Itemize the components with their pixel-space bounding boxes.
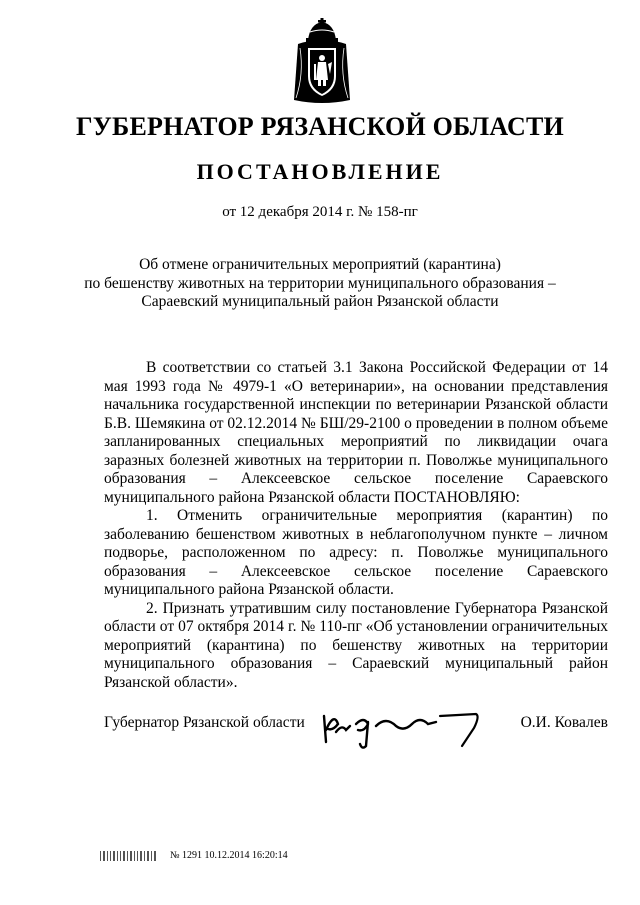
document-body	[104, 359, 608, 692]
subject-line: по бешенству животных на территории муниципального образования –	[84, 274, 556, 292]
handwritten-signature	[316, 702, 496, 750]
signatory-name: О.И. Ковалев	[520, 714, 608, 731]
signature-block	[104, 712, 608, 752]
preamble-paragraph: В соответствии со статьей 3.1 Закона Российской Федерации от 14 мая 1993 года № 4979-1 «О ветеринарии», на основании представления начальника государственной инспекции по ветеринарии Рязанской области Б.В. Шемякина от 02.12.2014 № БШ/29-2100 о проведении в полном объеме запланированных специальных мероприятий по ликвидации очага заразных болезней животных на территории п. Поволжье муниципального образования – Алексеевское сельское поселение Сараевского муниципального района Рязанской области ПОСТАНОВЛЯЮ:	[104, 359, 608, 506]
document-date-number: от 12 декабря 2014 г. № 158-пг	[222, 204, 418, 220]
authority-title: ГУБЕРНАТОР РЯЗАНСКОЙ ОБЛАСТИ	[76, 112, 564, 141]
clause-2-paragraph: 2. Признать утратившим силу постановление Губернатора Рязанской области от 07 октября 2014 г. № 110-пг «Об установлении ограничительных мероприятий (карантина) по бешенству животных на территории муниципального образования – Сараевский муниципальный район Рязанской области».	[104, 599, 608, 691]
subject-line: Сараевский муниципальный район Рязанской области	[141, 293, 499, 310]
document-type: ПОСТАНОВЛЕНИЕ	[196, 159, 444, 184]
subject-line: Об отмене ограничительных мероприятий (карантина)	[139, 256, 501, 273]
document-subject	[80, 256, 560, 312]
signatory-title: Губернатор Рязанской области	[104, 714, 305, 731]
registration-footer	[100, 846, 360, 868]
coat-of-arms-icon	[290, 18, 354, 106]
barcode-icon	[100, 848, 158, 864]
clause-1-paragraph: 1. Отменить ограничительные мероприятия (карантин) по заболеванию бешенством животных в неблагополучном пункте – личном подворье, расположенном по адресу: п. Поволжье муниципального образования – Алексеевское сельское поселение Сараевского муниципального района Рязанской области.	[104, 507, 608, 598]
registration-number: № 1291 10.12.2014 16:20:14	[170, 850, 288, 861]
